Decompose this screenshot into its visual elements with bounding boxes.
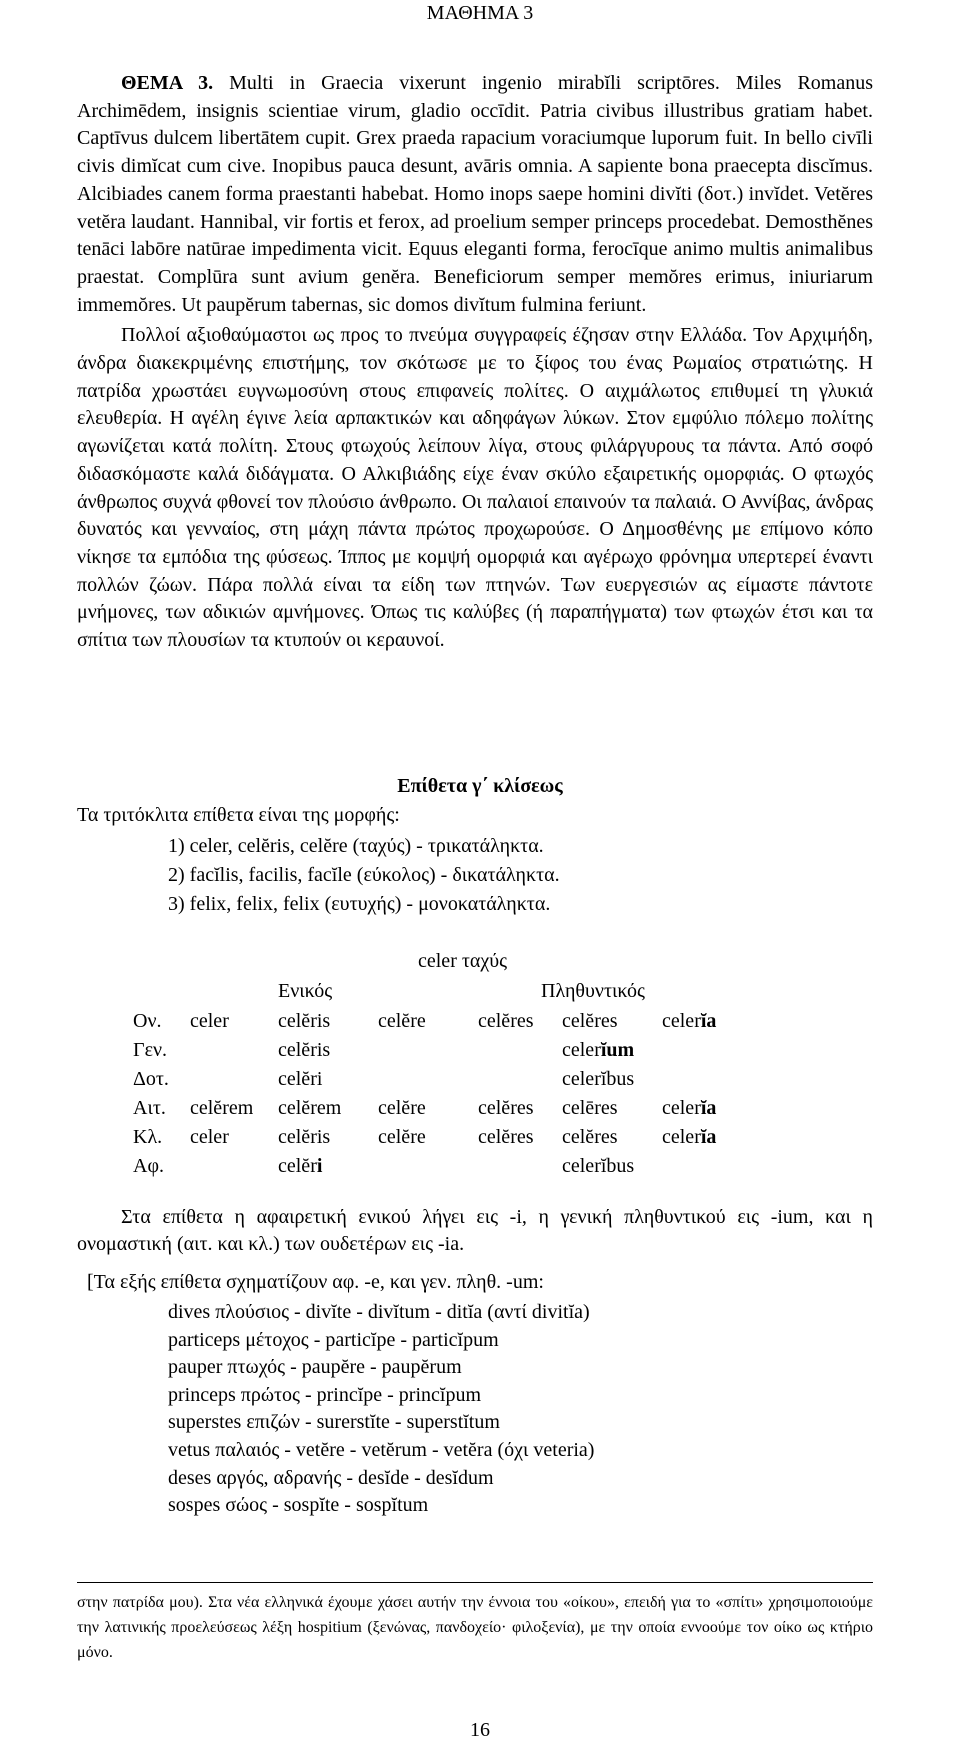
case-label: Αφ. [133, 1155, 164, 1177]
plural-masculine: celĕres [478, 1010, 534, 1032]
plural-masculine: celĕres [478, 1126, 534, 1148]
plural-masculine: celĕres [478, 1097, 534, 1119]
singular-neuter: celĕre [378, 1010, 426, 1032]
singular-masculine: celĕrem [190, 1097, 254, 1119]
form-item: 2) facĭlis, facilis, facĭle (εύκολος) - δικατάληκτα. [168, 864, 560, 886]
paradigm-row [0, 1155, 960, 1184]
paradigm-row [0, 1039, 960, 1068]
extra-item: princeps πρώτος - princĭpe - princĭpum [168, 1383, 482, 1406]
singular-label: Ενικός [278, 980, 333, 1002]
paradigm-row [0, 1126, 960, 1155]
paradigm-row [0, 1010, 960, 1039]
case-label: Αιτ. [133, 1097, 166, 1119]
singular-feminine: celĕris [278, 1039, 331, 1061]
paradigm-row [0, 1068, 960, 1097]
plural-neuter [662, 1010, 716, 1033]
word-ending: i [316, 1155, 323, 1177]
page-number: 16 [470, 1719, 490, 1741]
word-ending: ĭum [600, 1039, 635, 1061]
form-item: 1) celer, celĕris, celĕre (ταχύς) - τρικατάληκτα. [168, 835, 544, 857]
singular-feminine: celĕris [278, 1010, 331, 1032]
declension-note: Στα επίθετα η αφαιρετική ενικού λήγει εις -i, η γενική πληθυντικού εις -ium, και η ονομαστική (αιτ. και κλ.) των ουδετέρων εις -ia. [77, 1206, 873, 1255]
plural-feminine: celēres [562, 1097, 618, 1119]
singular-feminine [278, 1155, 322, 1178]
footnote: στην πατρίδα μου). Στα νέα ελληνικά έχουμε χάσει αυτήν την έννοια του «οίκου», επειδή για το «σπίτι» χρησιμοποιούμε την λατινικής προελεύσεως λέξη hospitium (ξενώνας, πανδοχείο· φιλοξενία), με την οποία εννοούμε τον οίκο ως κτήριο μόνο. [77, 1594, 873, 1661]
extra-item: sospes σώος - sospĭte - sospĭtum [168, 1494, 429, 1517]
word-stem: celer [562, 1039, 601, 1061]
exercise-block [77, 70, 873, 655]
page-header: ΜΑΘΗΜΑ 3 [426, 2, 534, 24]
plural-feminine: celĕres [562, 1126, 618, 1148]
case-label: Δοτ. [133, 1068, 169, 1090]
plural-feminine: celerĭbus [562, 1068, 635, 1090]
forms-list [168, 832, 560, 919]
extra-title: [Τα εξής επίθετα σχηματίζουν αφ. -e, και γεν. πληθ. -um: [87, 1271, 544, 1293]
extra-item: vetus παλαιός - vetĕre - vetĕrum - vetĕra (όχι veteria) [168, 1438, 595, 1461]
singular-feminine: celĕris [278, 1126, 331, 1148]
word-ending: ĭa [700, 1097, 717, 1119]
latin-paragraph [77, 70, 873, 319]
singular-feminine: celĕri [278, 1068, 323, 1090]
case-label: Γεν. [133, 1039, 168, 1061]
singular-neuter: celĕre [378, 1126, 426, 1148]
case-label: Ον. [133, 1010, 162, 1032]
singular-feminine: celĕrem [278, 1097, 342, 1119]
singular-neuter: celĕre [378, 1097, 426, 1119]
word-stem: celer [662, 1126, 701, 1148]
plural-label: Πληθυντικός [541, 980, 645, 1002]
latin-text: Multi in Graecia vixerunt ingenio mirabĭli scriptōres. Miles Romanus Archimēdem, insignis scientiae virum, gladio occīdit. Patria civibus illustribus gratiam habet. Captīvus dulcem libertātem cupit. Grex praeda rapacium voraciumque luporum fuit. In bello civīli civis dimĭcat cum cive. Inopibus pauca desunt, avāris omnia. A sapiente bona praecepta discĭmus. Alcibiades canem forma praestanti habebat. Homo inops saepe homini divĭti (δοτ.) invĭdet. Vetĕres vetĕra laudant. Hannibal, vir fortis et ferox, ad proelium semper princeps procedebat. Demosthĕnes tenāci labōre natūrae impedimenta vicit. Equus eleganti forma, ferocīque animo multis animalibus praestat. Complūra sunt avium genĕra. Beneficiorum semper memŏres erimus, iniuriarum immemŏres. Ut paupĕrum tabernas, sic domos divĭtum fulmina feriunt. [77, 72, 874, 316]
singular-masculine: celer [190, 1126, 229, 1148]
word-ending: ĭa [700, 1010, 717, 1032]
plural-neuter [662, 1097, 716, 1120]
word-stem: celer [662, 1097, 701, 1119]
extra-list [168, 1299, 594, 1520]
plural-neuter [662, 1126, 716, 1149]
footnote-divider [77, 1582, 873, 1583]
extra-item: dives πλούσιος - divĭte - divĭtum - ditĭa (αντί divitĭa) [168, 1301, 590, 1323]
word-stem: celer [662, 1010, 701, 1032]
paradigm-title: celer ταχύς [418, 950, 508, 972]
plural-feminine: celerĭbus [562, 1155, 635, 1177]
case-label: Κλ. [133, 1126, 163, 1148]
extra-item: deses αργός, αδρανής - desĭde - desĭdum [168, 1466, 494, 1489]
section-title: Επίθετα γ΄ κλίσεως [397, 775, 563, 797]
word-stem: celĕr [278, 1155, 317, 1177]
section-intro: Τα τριτόκλιτα επίθετα είναι της μορφής: [77, 804, 400, 826]
exercise-label: ΘΕΜΑ 3. [121, 72, 214, 94]
plural-feminine: celĕres [562, 1010, 618, 1032]
form-item: 3) felix, felix, felix (ευτυχής) - μονοκατάληκτα. [168, 893, 551, 915]
extra-item: pauper πτωχός - paupĕre - paupĕrum [168, 1356, 462, 1379]
greek-paragraph: Πολλοί αξιοθαύμαστοι ως προς το πνεύμα συγγραφείς έζησαν στην Ελλάδα. Τον Αρχιμήδη, άνδρα διακεκριμένης επιστήμης, τον σκότωσε με το ξίφος του ένας Ρωμαίος στρατιώτης. Η πατρίδα χρωστάει ευγνωμοσύνη στους επιφανείς πολίτες. Ο αιχμάλωτος επιθυμεί τη γλυκιά ελευθερία. Η αγέλη έγινε λεία αρπακτικών και αδηφάγων λύκων. Στον εμφύλιο πόλεμο πολίτης αγωνίζεται κατά πολίτη. Στους φτωχούς λείπουν λίγα, στους φιλάργυρους τα πάντα. Από σοφό διδασκόμαστε καλά διδάγματα. Ο Αλκιβιάδης είχε έναν σκύλο εξαιρετικής ομορφιάς. Ο φτωχός άνθρωπος συχνά φθονεί τον πλούσιο άνθρωπο. Οι παλαιοί επαινούν τα παλαιά. Ο Αννίβας, άνδρας δυνατός και γενναίος, στη μάχη πάντα πρώτος προχωρούσε. Ο Δημοσθένης με επίμονο κόπο νίκησε τα εμπόδια της φύσεως. Ίππος με κομψή ομορφιά και αγέρωχο φρόνημα υπερτερεί έναντι πολλών ζώων. Πάρα πολλά είναι τα είδη των πτηνών. Των ευεργεσιών ας είμαστε πάντοτε μνήμονες, των αδικιών αμνήμονες. Όπως τις καλύβες (ή παραπήγματα) των φτωχών έτσι και τα σπίτια των πλουσίων τα κτυπούν οι κεραυνοί. [77, 324, 873, 652]
extra-item: particeps μέτοχος - particĭpe - particĭpum [168, 1328, 499, 1351]
singular-masculine: celer [190, 1010, 229, 1032]
paradigm-row [0, 1097, 960, 1126]
plural-feminine [562, 1039, 634, 1062]
word-ending: ĭa [700, 1126, 717, 1148]
extra-item: superstes επιζών - surerstĭte - superstĭtum [168, 1411, 500, 1434]
